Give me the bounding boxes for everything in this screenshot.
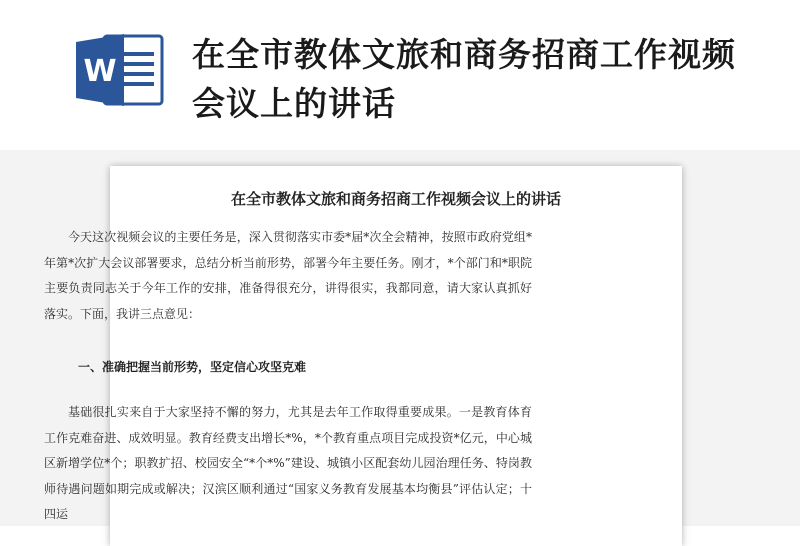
header-banner <box>0 0 800 150</box>
word-letter: W <box>83 54 117 89</box>
section-heading-1: 一、准确把握当前形势，坚定信心攻坚克难 <box>78 360 307 374</box>
paragraph-body: 基础很扎实来自于大家坚持不懈的努力，尤其是去年工作取得重要成果。一是教育体育工作克难奋进、成效明显。教育经费支出增长*%，*个教育重点项目完成投资*亿元，中心城区新增学位*个；职教扩招、校园安全“*个*%”建设、城镇小区配套幼儿园治理任务、特岗教师待遇问题如期完成或解决；汉滨区顺利通过“国家义务教育发展基本均衡县”评估认定；十四运 <box>44 405 532 521</box>
page-title: 在全市教体文旅和商务招商工作视频会议上的讲话 <box>192 35 736 123</box>
paragraph-intro: 今天这次视频会议的主要任务是，深入贯彻落实市委*届*次全会精神，按照市政府党组*年第*次扩大会议部署要求，总结分析当前形势，部署今年主要任务。刚才，*个部门和*职院主要负责同志关于今年工作的安排，准备得很充分，讲得很实，我都同意，请大家认真抓好落实。下面，我讲三点意见： <box>44 230 532 321</box>
word-document-icon <box>74 32 166 108</box>
document-title: 在全市教体文旅和商务招商工作视频会议上的讲话 <box>230 190 561 208</box>
